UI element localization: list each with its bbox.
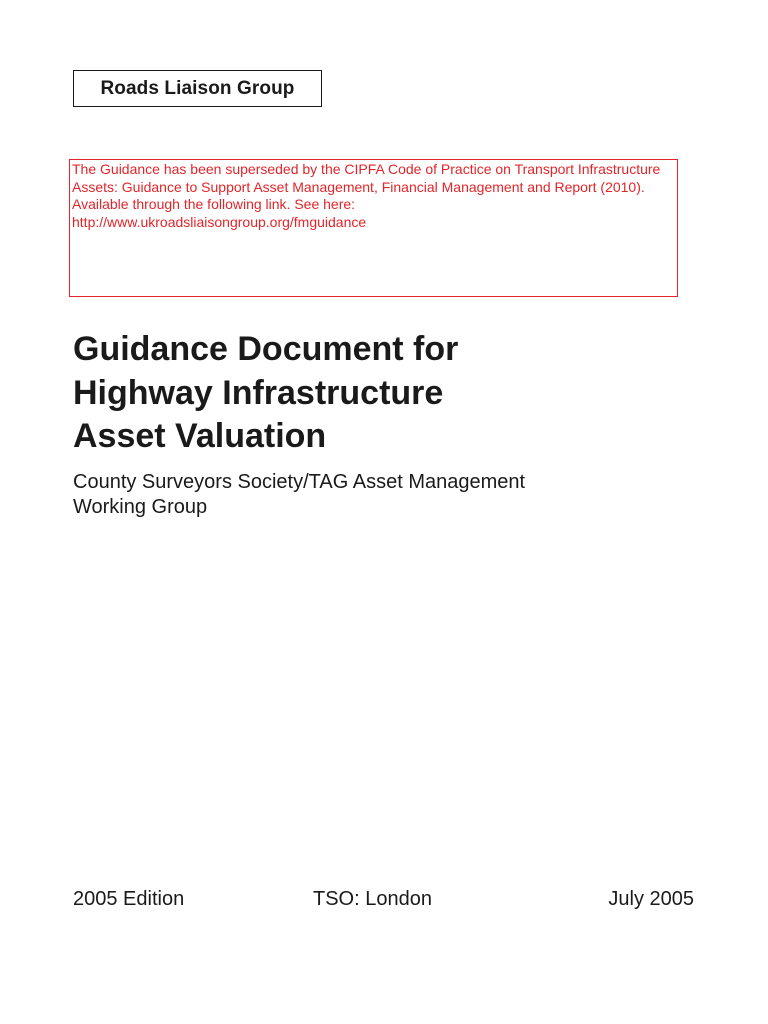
title-line-3: Asset Valuation: [73, 417, 327, 455]
publisher-label: TSO: London: [313, 888, 432, 910]
notice-link-url[interactable]: http://www.ukroadsliaisongroup.org/fmguidance: [72, 213, 367, 230]
superseded-notice: [69, 159, 678, 297]
title-line-2: Highway Infrastructure: [73, 373, 444, 412]
notice-link-intro: Available through the following link. See here:: [72, 196, 356, 212]
subtitle-line-1: County Surveyors Society/TAG Asset Management: [73, 471, 526, 493]
document-footer: [73, 888, 694, 916]
notice-text: The Guidance has been superseded by the CIPFA Code of Practice on Transport Infrastructure Assets: Guidance to Support Asset Management, Financial Management and Report (2010).: [72, 161, 661, 195]
edition-label: 2005 Edition: [73, 888, 185, 910]
subtitle-line-2: Working Group: [73, 496, 208, 518]
organization-label: [73, 70, 322, 107]
organization-name: Roads Liaison Group: [100, 77, 295, 99]
publication-date: July 2005: [608, 888, 694, 910]
title-line-1: Guidance Document for: [73, 330, 459, 368]
document-subtitle: [73, 470, 713, 520]
document-title: [73, 328, 713, 459]
